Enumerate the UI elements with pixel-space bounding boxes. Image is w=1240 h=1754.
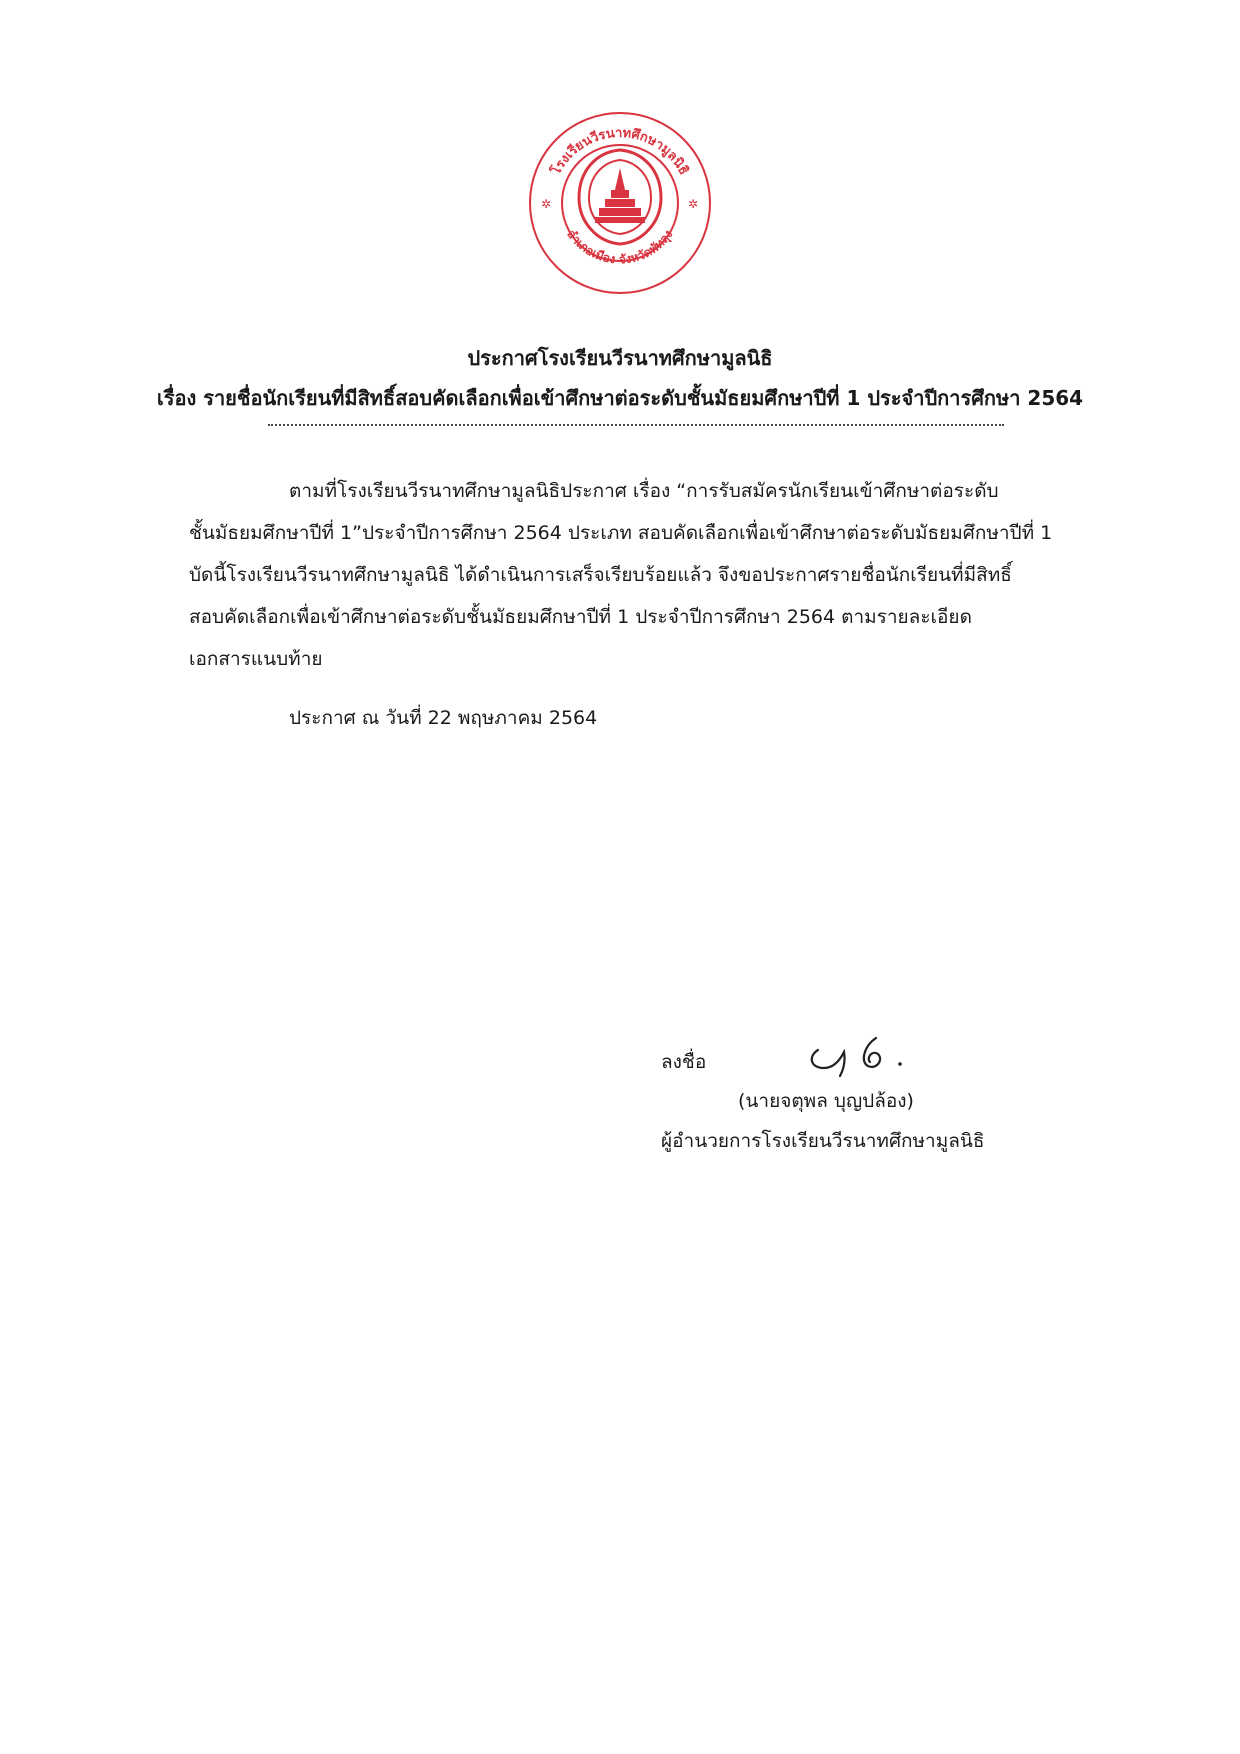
- dotted-divider: [268, 424, 1004, 426]
- signature-label: ลงชื่อ: [661, 1051, 707, 1073]
- signer-name: (นายจตุพล บุญปล้อง): [738, 1090, 914, 1112]
- seal-graphic: [527, 110, 713, 296]
- body-line: เอกสารแนบท้าย: [189, 648, 323, 670]
- body-line: ตามที่โรงเรียนวีรนาทศึกษามูลนิธิประกาศ เรื่อง “การรับสมัครนักเรียนเข้าศึกษาต่อระดับ: [289, 480, 999, 502]
- body-line: สอบคัดเลือกเพื่อเข้าศึกษาต่อระดับชั้นมัธยมศึกษาปีที่ 1 ประจำปีการศึกษา 2564 ตามรายละเอียด: [189, 606, 972, 628]
- body-line: ชั้นมัธยมศึกษาปีที่ 1”ประจำปีการศึกษา 2564 ประเภท สอบคัดเลือกเพื่อเข้าศึกษาต่อระดับมัธยมศึกษาปีที่ 1: [189, 522, 1053, 544]
- announcement-title: ประกาศโรงเรียนวีรนาทศึกษามูลนิธิ: [467, 346, 773, 370]
- signer-position: ผู้อำนวยการโรงเรียนวีรนาทศึกษามูลนิธิ: [661, 1130, 985, 1152]
- svg-text:อำเภอเมือง จังหวัดพัทลุง: อำเภอเมือง จังหวัดพัทลุง: [564, 227, 676, 267]
- handwritten-signature: [800, 1020, 940, 1080]
- announcement-subject: เรื่อง รายชื่อนักเรียนที่มีสิทธิ์สอบคัดเลือกเพื่อเข้าศึกษาต่อระดับชั้นมัธยมศึกษาปีที่ 1 ประจำปีการศึกษา 2564: [156, 386, 1084, 410]
- announcement-body: [189, 470, 1129, 680]
- body-line: บัดนี้โรงเรียนวีรนาทศึกษามูลนิธิ ได้ดำเนินการเสร็จเรียบร้อยแล้ว จึงขอประกาศรายชื่อนักเรียนที่มีสิทธิ์: [189, 564, 1012, 586]
- announcement-date: ประกาศ ณ วันที่ 22 พฤษภาคม 2564: [289, 707, 598, 729]
- school-seal-icon: [527, 110, 713, 296]
- svg-text:✲: ✲: [688, 197, 699, 211]
- svg-text:โรงเรียนวีรนาทศึกษามูลนิธิ: โรงเรียนวีรนาทศึกษามูลนิธิ: [548, 125, 692, 178]
- svg-text:✲: ✲: [541, 197, 552, 211]
